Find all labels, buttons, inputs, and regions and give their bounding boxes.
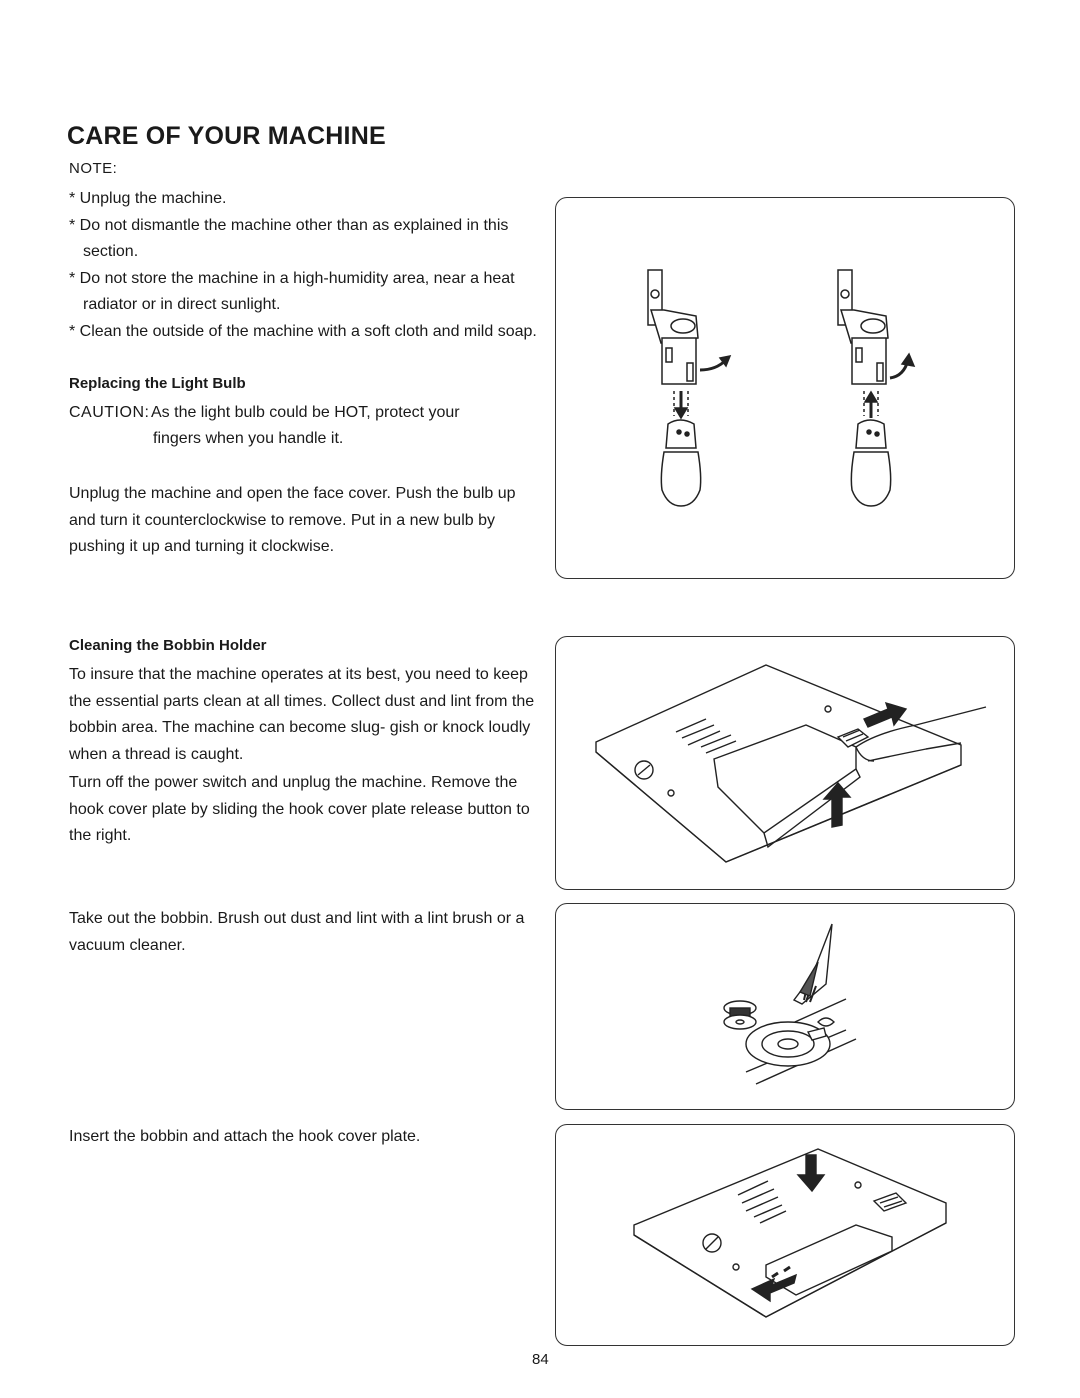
cover-plate-removal-figure <box>555 636 1015 890</box>
caution-label: CAUTION: <box>69 404 150 421</box>
caution-block <box>69 400 539 452</box>
note-heading: NOTE: <box>69 160 118 177</box>
bulb-socket-left <box>648 270 698 384</box>
caution-text-cont: fingers when you handle it. <box>153 430 344 447</box>
light-bulb-figure <box>555 197 1015 579</box>
bobbin-clean: Take out the bobbin. Brush out dust and lint with a lint brush or a vacuum cleaner. <box>69 910 525 954</box>
note-item: * Unplug the machine. <box>69 190 227 207</box>
bulb-left <box>661 420 700 506</box>
bobbin-heading: Cleaning the Bobbin Holder <box>69 637 267 654</box>
page-title: CARE OF YOUR MACHINE <box>67 122 386 150</box>
light-bulb-instructions: Unplug the machine and open the face cover. Push the bulb up and turn it counterclockwise to remove. Put in a new bulb by pushing it up and turning it clockwise. <box>69 485 516 555</box>
bobbin-intro: To insure that the machine operates at its best, you need to keep the essential parts clean at all times. Collect dust and lint from the bobbin area. The machine can become slug- gish or knock loudly when a thread is caught. <box>69 666 535 763</box>
bobbin-remove-cover: Turn off the power switch and unplug the machine. Remove the hook cover plate by sliding the hook cover plate release button to the right. <box>69 774 530 844</box>
light-bulb-heading: Replacing the Light Bulb <box>69 375 246 392</box>
note-item: * Do not dismantle the machine other than as explained in this section. <box>69 216 509 260</box>
down-arrow-icon <box>674 391 688 418</box>
note-list <box>69 186 539 345</box>
bobbin-cleaning-figure <box>555 903 1015 1110</box>
caution-text: As the light bulb could be HOT, protect your <box>151 404 460 421</box>
bulb-right <box>851 420 890 506</box>
bobbin-insert: Insert the bobbin and attach the hook cover plate. <box>69 1128 421 1145</box>
bobbin-icon <box>724 1001 756 1029</box>
bobbin-case <box>746 1022 830 1066</box>
up-arrow-icon <box>864 391 878 418</box>
page-number: 84 <box>532 1351 549 1368</box>
bulb-socket-right <box>838 270 888 384</box>
note-item: * Do not store the machine in a high-humidity area, near a heat radiator or in direct sunlight. <box>69 269 515 313</box>
note-item: * Clean the outside of the machine with a soft cloth and mild soap. <box>69 322 537 340</box>
cover-plate-attach-figure <box>555 1124 1015 1346</box>
